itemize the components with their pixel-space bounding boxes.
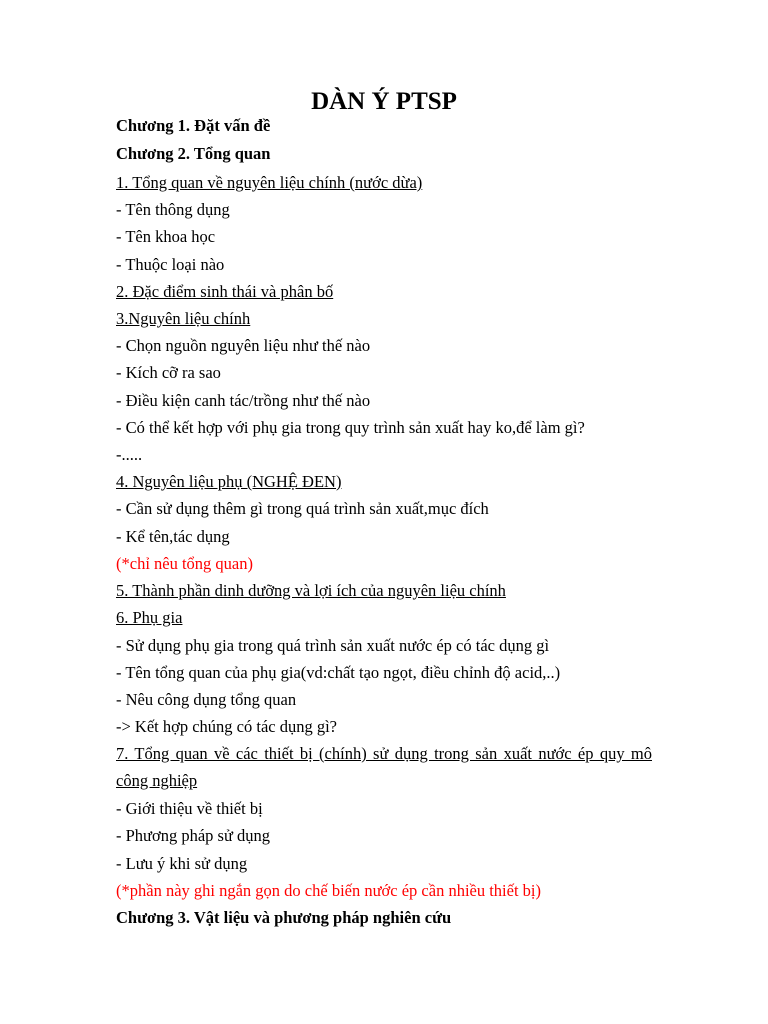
list-item: - Nêu công dụng tổng quan xyxy=(116,690,297,709)
list-item: - Thuộc loại nào xyxy=(116,255,225,274)
note-text: (*phần này ghi ngắn gọn do chế biến nước ép cần nhiều thiết bị) xyxy=(116,881,542,900)
list-item: -..... xyxy=(116,445,143,464)
list-item: - Lưu ý khi sử dụng xyxy=(116,854,248,873)
list-item: - Tên tổng quan của phụ gia(vd:chất tạo ngọt, điều chỉnh độ acid,..) xyxy=(116,663,561,682)
section-2-heading: 2. Đặc điểm sinh thái và phân bố xyxy=(116,282,334,301)
list-item: - Điều kiện canh tác/trồng như thế nào xyxy=(116,391,371,410)
list-item: - Cần sử dụng thêm gì trong quá trình sản xuất,mục đích xyxy=(116,499,489,518)
section-7-heading: 7. Tổng quan về các thiết bị (chính) sử dụng trong sản xuất nước ép quy mô công nghiệp xyxy=(116,744,652,790)
chapter-2-heading: Chương 2. Tổng quan xyxy=(116,144,271,163)
list-item: - Chọn nguồn nguyên liệu như thế nào xyxy=(116,336,371,355)
list-item: - Phương pháp sử dụng xyxy=(116,826,271,845)
section-4-heading: 4. Nguyên liệu phụ (NGHỆ ĐEN) xyxy=(116,472,342,491)
list-item: - Kích cỡ ra sao xyxy=(116,363,221,382)
list-item: -> Kết hợp chúng có tác dụng gì? xyxy=(116,717,338,736)
list-item: - Giới thiệu về thiết bị xyxy=(116,799,263,818)
document-title: DÀN Ý PTSP xyxy=(311,88,457,115)
list-item: - Kể tên,tác dụng xyxy=(116,527,230,546)
list-item: - Tên khoa học xyxy=(116,227,216,246)
section-1-heading: 1. Tổng quan về nguyên liệu chính (nước dừa) xyxy=(116,173,423,192)
section-3-heading: 3.Nguyên liệu chính xyxy=(116,309,251,328)
list-item: - Có thể kết hợp với phụ gia trong quy trình sản xuất hay ko,để làm gì? xyxy=(116,418,585,437)
chapter-3-heading: Chương 3. Vật liệu và phương pháp nghiên cứu xyxy=(116,908,452,927)
section-6-heading: 6. Phụ gia xyxy=(116,608,183,627)
note-text: (*chỉ nêu tổng quan) xyxy=(116,554,254,573)
list-item: - Tên thông dụng xyxy=(116,200,230,219)
list-item: - Sử dụng phụ gia trong quá trình sản xuất nước ép có tác dụng gì xyxy=(116,636,550,655)
chapter-1-heading: Chương 1. Đặt vấn đề xyxy=(116,116,271,135)
section-5-heading: 5. Thành phần dinh dưỡng và lợi ích của nguyên liệu chính xyxy=(116,581,506,600)
